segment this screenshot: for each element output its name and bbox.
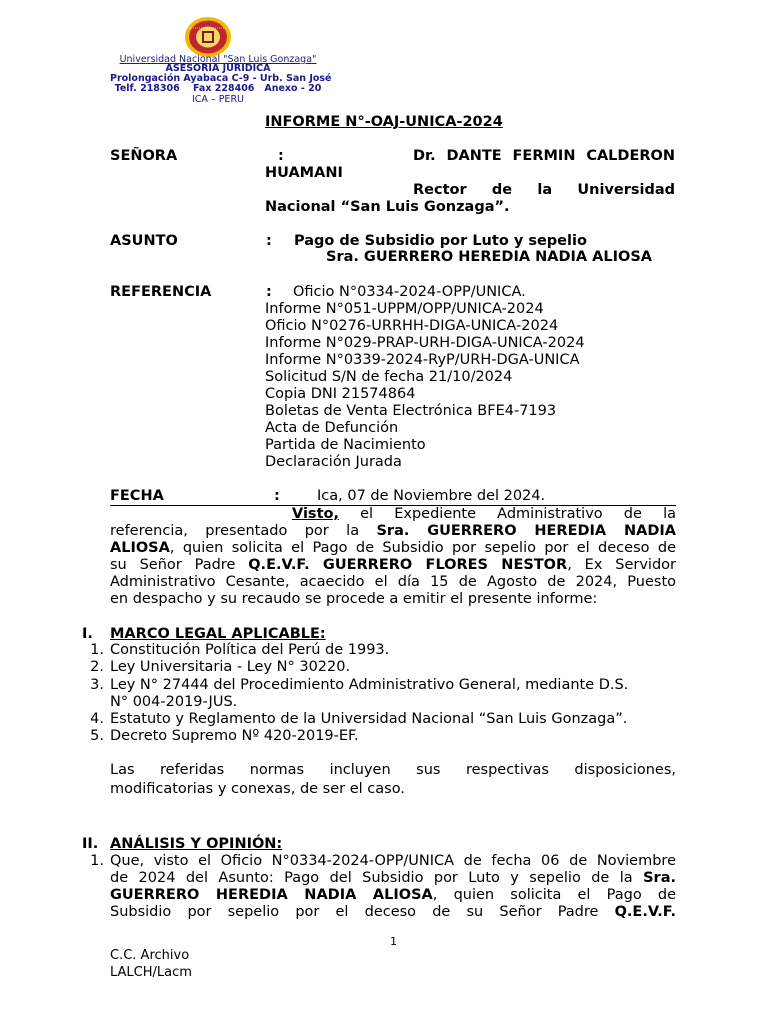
- section2-text: , quien solicita el Pago de: [432, 887, 676, 903]
- visto-text: , Ex Servidor: [567, 557, 676, 573]
- referencia-item: Acta de Defunción: [265, 420, 399, 436]
- senora-line2: HUAMANI: [265, 165, 343, 181]
- list-number: 1.: [90, 853, 104, 869]
- section1-para-line1: Las referidas normas incluyen sus respectivas disposiciones,: [110, 762, 676, 778]
- header-city: ICA – PERU: [191, 94, 244, 105]
- seal-icon: [183, 16, 233, 58]
- list-number: 5.: [90, 728, 104, 744]
- section2-line2: [110, 870, 676, 886]
- list-item: Ley N° 27444 del Procedimiento Administrativo General, mediante D.S.: [110, 677, 629, 693]
- list-number: 4.: [90, 711, 104, 727]
- asunto-line1: Pago de Subsidio por Luto y sepelio: [294, 233, 587, 249]
- list-item-cont: N° 004-2019-JUS.: [110, 694, 238, 710]
- senora-label: SEÑORA: [110, 148, 178, 164]
- list-item: Ley Universitaria - Ley N° 30220.: [110, 659, 351, 675]
- fecha-label: FECHA: [110, 488, 164, 504]
- visto-line2: [110, 523, 676, 539]
- fecha-colon: :: [274, 488, 280, 504]
- header-university: Universidad Nacional "San Luis Gonzaga": [119, 54, 317, 65]
- visto-line1: [292, 506, 676, 522]
- section2-title: ANÁLISIS Y OPINIÓN:: [110, 836, 283, 852]
- fecha-value: Ica, 07 de Noviembre del 2024.: [317, 488, 546, 504]
- visto-name: Sra. GUERRERO HEREDIA NADIA: [376, 523, 676, 539]
- senora-colon: :: [278, 148, 284, 164]
- visto-text: el Expediente Administrativo de la: [360, 506, 676, 522]
- section2-line3: [110, 887, 676, 903]
- section2-line1: Que, visto el Oficio N°0334-2024-OPP/UNICA de fecha 06 de Noviembre: [110, 853, 676, 869]
- referencia-item: Informe N°029-PRAP-URH-DIGA-UNICA-2024: [265, 335, 585, 351]
- referencia-item: Copia DNI 21574864: [265, 386, 416, 402]
- section1-title: MARCO LEGAL APLICABLE:: [110, 626, 326, 642]
- referencia-item: Informe N°0339-2024-RyP/URH-DGA-UNICA: [265, 352, 580, 368]
- visto-text: , quien solicita el Pago de Subsidio por sepelio por el deceso de: [169, 540, 676, 556]
- header-address: Prolongación Ayabaca C-9 - Urb. San José: [110, 73, 332, 84]
- list-number: 1.: [90, 642, 104, 658]
- visto-text: su Señor Padre: [110, 557, 249, 573]
- report-title: INFORME N°-OAJ-UNICA-2024: [265, 114, 503, 130]
- visto-text: referencia, presentado por la: [110, 523, 377, 539]
- visto-line3: [110, 540, 676, 556]
- section2-bold: Sra.: [643, 870, 676, 886]
- section2-bold: GUERRERO HEREDIA NADIA ALIOSA: [110, 887, 433, 903]
- referencia-item: Oficio N°0276-URRHH-DIGA-UNICA-2024: [265, 318, 559, 334]
- senora-line1: Dr. DANTE FERMIN CALDERON: [413, 148, 675, 164]
- referencia-colon: :: [266, 284, 272, 300]
- footer-initials: LALCH/Lacm: [110, 965, 192, 980]
- list-number: 2.: [90, 659, 104, 675]
- page-number: 1: [390, 935, 397, 948]
- section2-line4: [110, 904, 676, 920]
- referencia-item: Informe N°051-UPPM/OPP/UNICA-2024: [265, 301, 544, 317]
- referencia-item: Boletas de Venta Electrónica BFE4-7193: [265, 403, 557, 419]
- header-phone: Telf. 218306 Fax 228406 Anexo - 20: [114, 83, 322, 94]
- university-seal-logo: [183, 16, 233, 58]
- section1-para-line2: modificatorias y conexas, de ser el caso.: [110, 781, 405, 797]
- asunto-colon: :: [266, 233, 272, 249]
- visto-line6: en despacho y su recaudo se procede a emitir el presente informe:: [110, 591, 598, 607]
- footer-cc: C.C. Archivo: [110, 948, 190, 963]
- referencia-item: Partida de Nacimiento: [265, 437, 426, 453]
- referencia-item: Oficio N°0334-2024-OPP/UNICA.: [293, 284, 526, 300]
- visto-line5: Administrativo Cesante, acaecido el día 15 de Agosto de 2024, Puesto: [110, 574, 676, 590]
- asunto-label: ASUNTO: [110, 233, 178, 249]
- section2-roman: II.: [82, 836, 99, 852]
- referencia-item: Solicitud S/N de fecha 21/10/2024: [265, 369, 513, 385]
- header-office: ASESORIA JURIDICA: [165, 63, 271, 74]
- visto-line4: [110, 557, 676, 573]
- list-item: Estatuto y Reglamento de la Universidad Nacional “San Luis Gonzaga”.: [110, 711, 628, 727]
- visto-name: ALIOSA: [110, 540, 170, 556]
- visto-lead: Visto,: [292, 506, 339, 522]
- list-item: Decreto Supremo Nº 420-2019-EF.: [110, 728, 359, 744]
- list-number: 3.: [90, 677, 104, 693]
- list-item: Constitución Política del Perú de 1993.: [110, 642, 390, 658]
- referencia-label: REFERENCIA: [110, 284, 212, 300]
- visto-name: Q.E.V.F. GUERRERO FLORES NESTOR: [248, 557, 568, 573]
- section2-text: Subsidio por sepelio por el deceso de su Señor Padre: [110, 904, 615, 920]
- section2-bold: Q.E.V.F.: [614, 904, 676, 920]
- senora-line4: Nacional “San Luis Gonzaga”.: [265, 199, 510, 215]
- section1-roman: I.: [82, 626, 93, 642]
- asunto-line2: Sra. GUERRERO HEREDIA NADIA ALIOSA: [326, 249, 653, 265]
- section2-text: de 2024 del Asunto: Pago del Subsidio por Luto y sepelio de la: [110, 870, 644, 886]
- referencia-item: Declaración Jurada: [265, 454, 402, 470]
- senora-line3: Rector de la Universidad: [413, 182, 675, 198]
